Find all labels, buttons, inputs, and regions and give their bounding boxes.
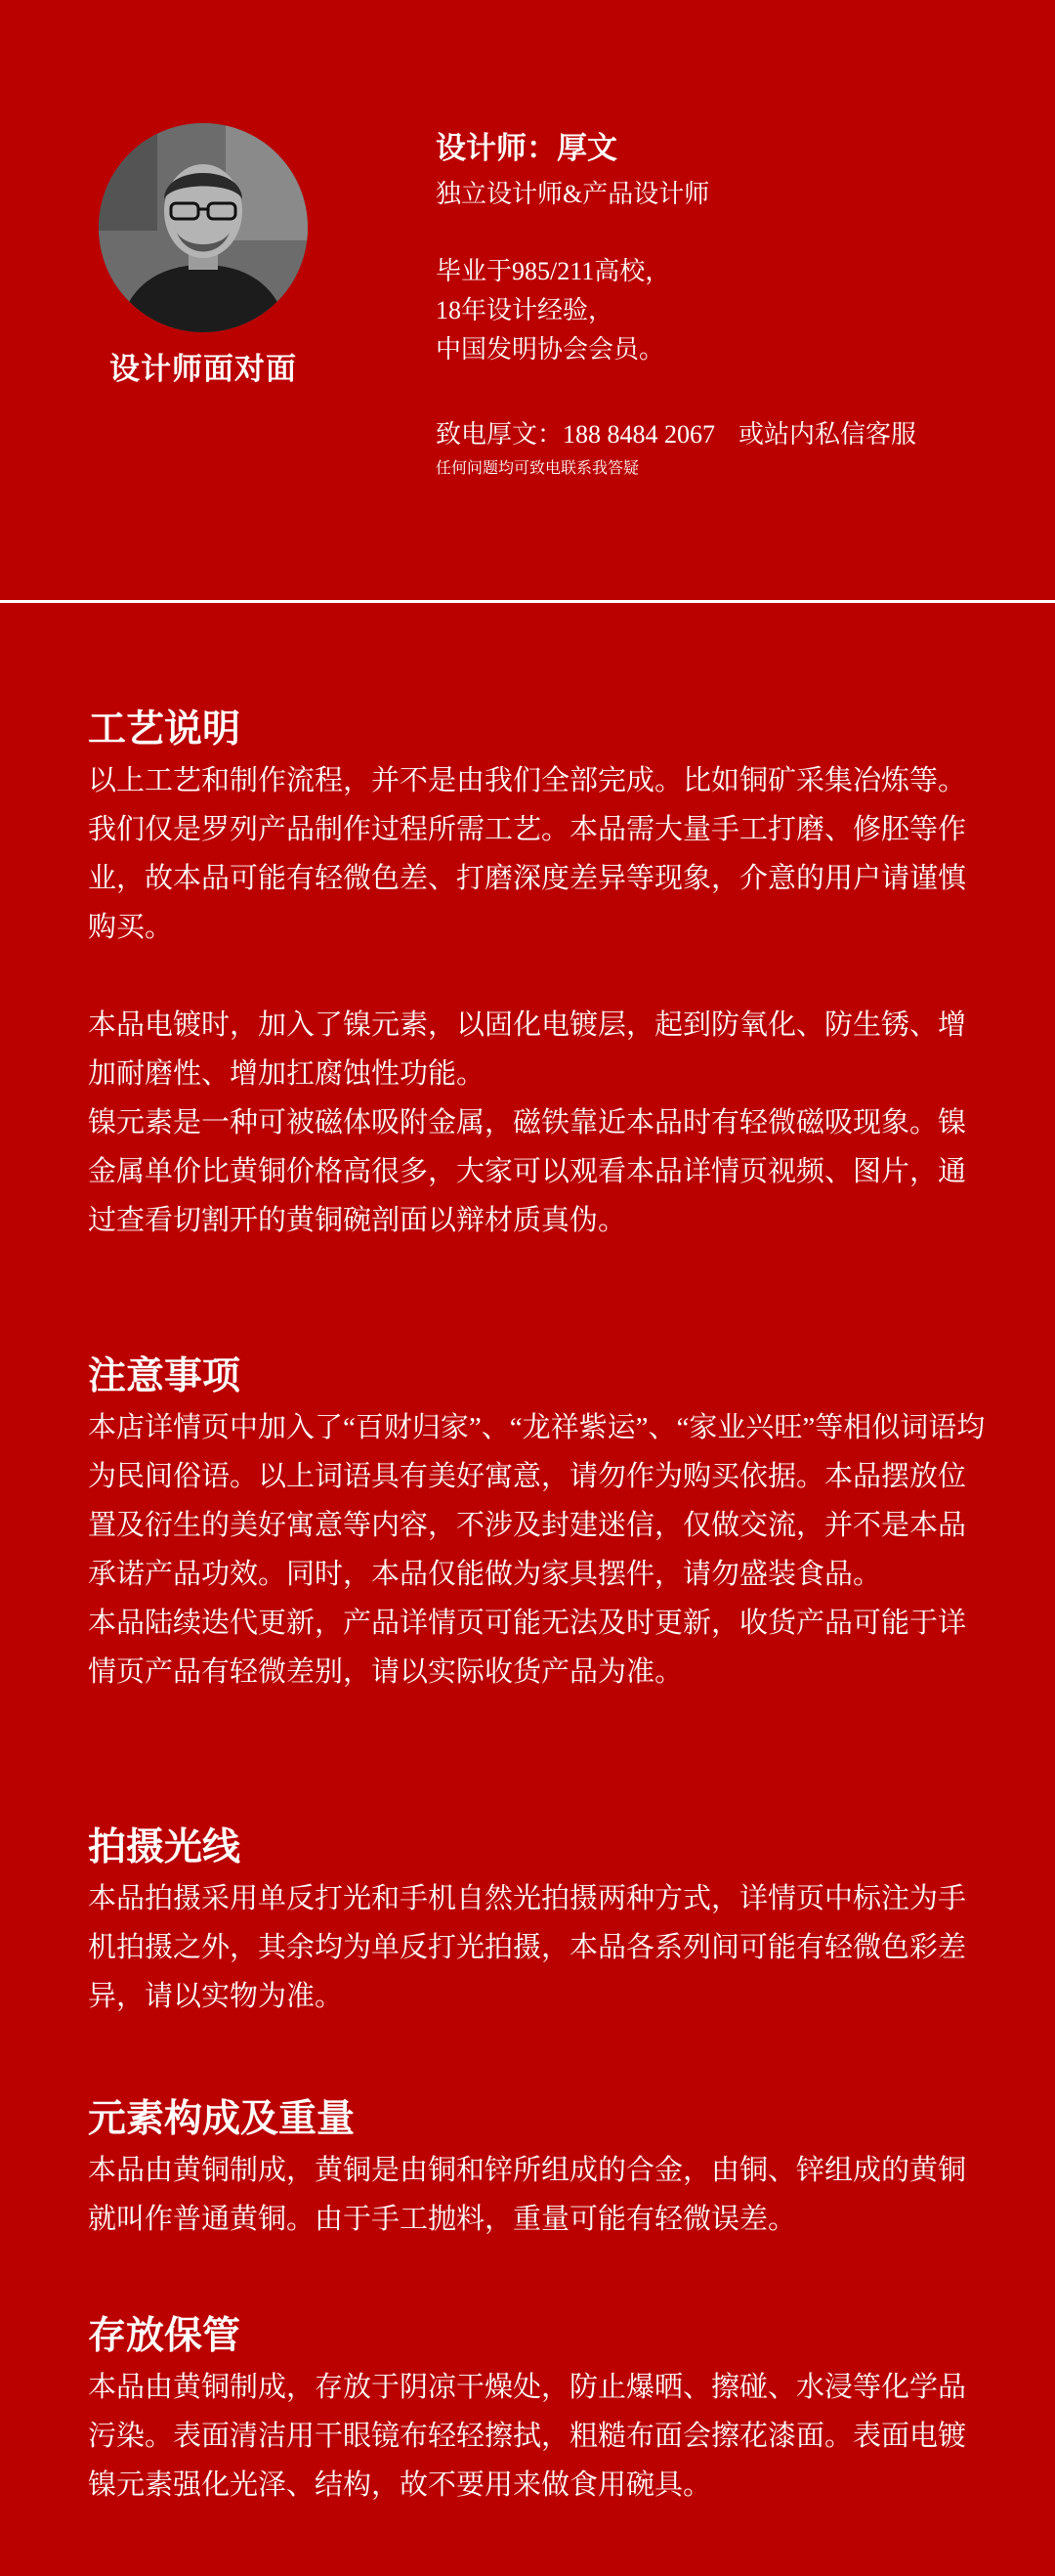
section-paragraph: 本店详情页中加入了“百财归家”、“龙祥紫运”、“家业兴旺”等相似词语均为民间俗语。以上词语具有美好寓意，请勿作为购买依据。本品摆放位置及衍生的美好寓意等内容，不涉及封建迷信，仅做交流，并不是本品承诺产品功效。同时，本品仅能做为家具摆件，请勿盛装食品。 bbox=[88, 1412, 986, 1590]
designer-avatar bbox=[99, 123, 308, 332]
contact-phone[interactable]: 致电厚文：188 8484 2067 bbox=[436, 420, 716, 449]
bio-line: 中国发明协会会员。 bbox=[436, 335, 665, 364]
contact-alt: 或站内私信客服 bbox=[738, 420, 917, 449]
section-craft bbox=[88, 706, 987, 1245]
section-paragraph: 本品由黄铜制成，存放于阴凉干燥处，防止爆晒、擦碰、水浸等化学品污染。表面清洁用干眼镜布轻轻擦拭，粗糙布面会擦花漆面。表面电镀镍元素强化光泽、结构，故不要用来做食用碗具。 bbox=[88, 2372, 967, 2501]
section-title: 拍摄光线 bbox=[88, 1825, 241, 1869]
section-divider bbox=[0, 600, 1055, 603]
avatar-caption: 设计师面对面 bbox=[109, 352, 297, 387]
bio-line: 18年设计经验， bbox=[436, 296, 614, 324]
designer-title: 设计师：厚文 bbox=[436, 131, 617, 166]
section-title: 注意事项 bbox=[88, 1354, 241, 1398]
section-notice bbox=[88, 1352, 987, 1696]
section-storage bbox=[88, 2312, 987, 2510]
section-paragraph: 镍元素是一种可被磁体吸附金属，磁铁靠近本品时有轻微磁吸现象。镍金属单价比黄铜价格高很多，大家可以观看本品详情页视频、图片，通过查看切割开的黄铜碗剖面以辩材质真伪。 bbox=[88, 1107, 967, 1236]
section-paragraph: 本品由黄铜制成，黄铜是由铜和锌所组成的合金，由铜、锌组成的黄铜就叫作普通黄铜。由于手工抛料，重量可能有轻微误差。 bbox=[88, 2155, 967, 2235]
designer-portrait-image bbox=[99, 123, 308, 332]
designer-header bbox=[0, 0, 1055, 598]
section-title: 元素构成及重量 bbox=[88, 2097, 356, 2141]
section-title: 工艺说明 bbox=[88, 708, 241, 751]
designer-role: 独立设计师&产品设计师 bbox=[436, 180, 710, 208]
designer-bio bbox=[436, 252, 670, 369]
section-paragraph: 本品拍摄采用单反打光和手机自然光拍摄两种方式，详情页中标注为手机拍摄之外，其余均为单反打光拍摄，本品各系列间可能有轻微色彩差异，请以实物为准。 bbox=[88, 1883, 967, 2012]
section-paragraph: 本品陆续迭代更新，产品详情页可能无法及时更新，收货产品可能于详情页产品有轻微差别，请以实际收货产品为准。 bbox=[88, 1608, 967, 1688]
bio-line: 毕业于985/211高校， bbox=[436, 257, 671, 285]
section-title: 存放保管 bbox=[88, 2314, 241, 2358]
section-lighting bbox=[88, 1824, 987, 2021]
contact-line bbox=[436, 414, 916, 451]
section-paragraph: 本品电镀时，加入了镍元素，以固化电镀层，起到防氧化、防生锈、增加耐磨性、增加扛腐蚀性功能。 bbox=[88, 1009, 967, 1090]
contact-note: 任何问题均可致电联系我答疑 bbox=[436, 460, 640, 477]
section-paragraph: 以上工艺和制作流程，并不是由我们全部完成。比如铜矿采集冶炼等。我们仅是罗列产品制作过程所需工艺。本品需大量手工打磨、修胚等作业，故本品可能有轻微色差、打磨深度差异等现象，介意的用户请谨慎购买。 bbox=[88, 765, 967, 943]
section-material bbox=[88, 2095, 987, 2244]
